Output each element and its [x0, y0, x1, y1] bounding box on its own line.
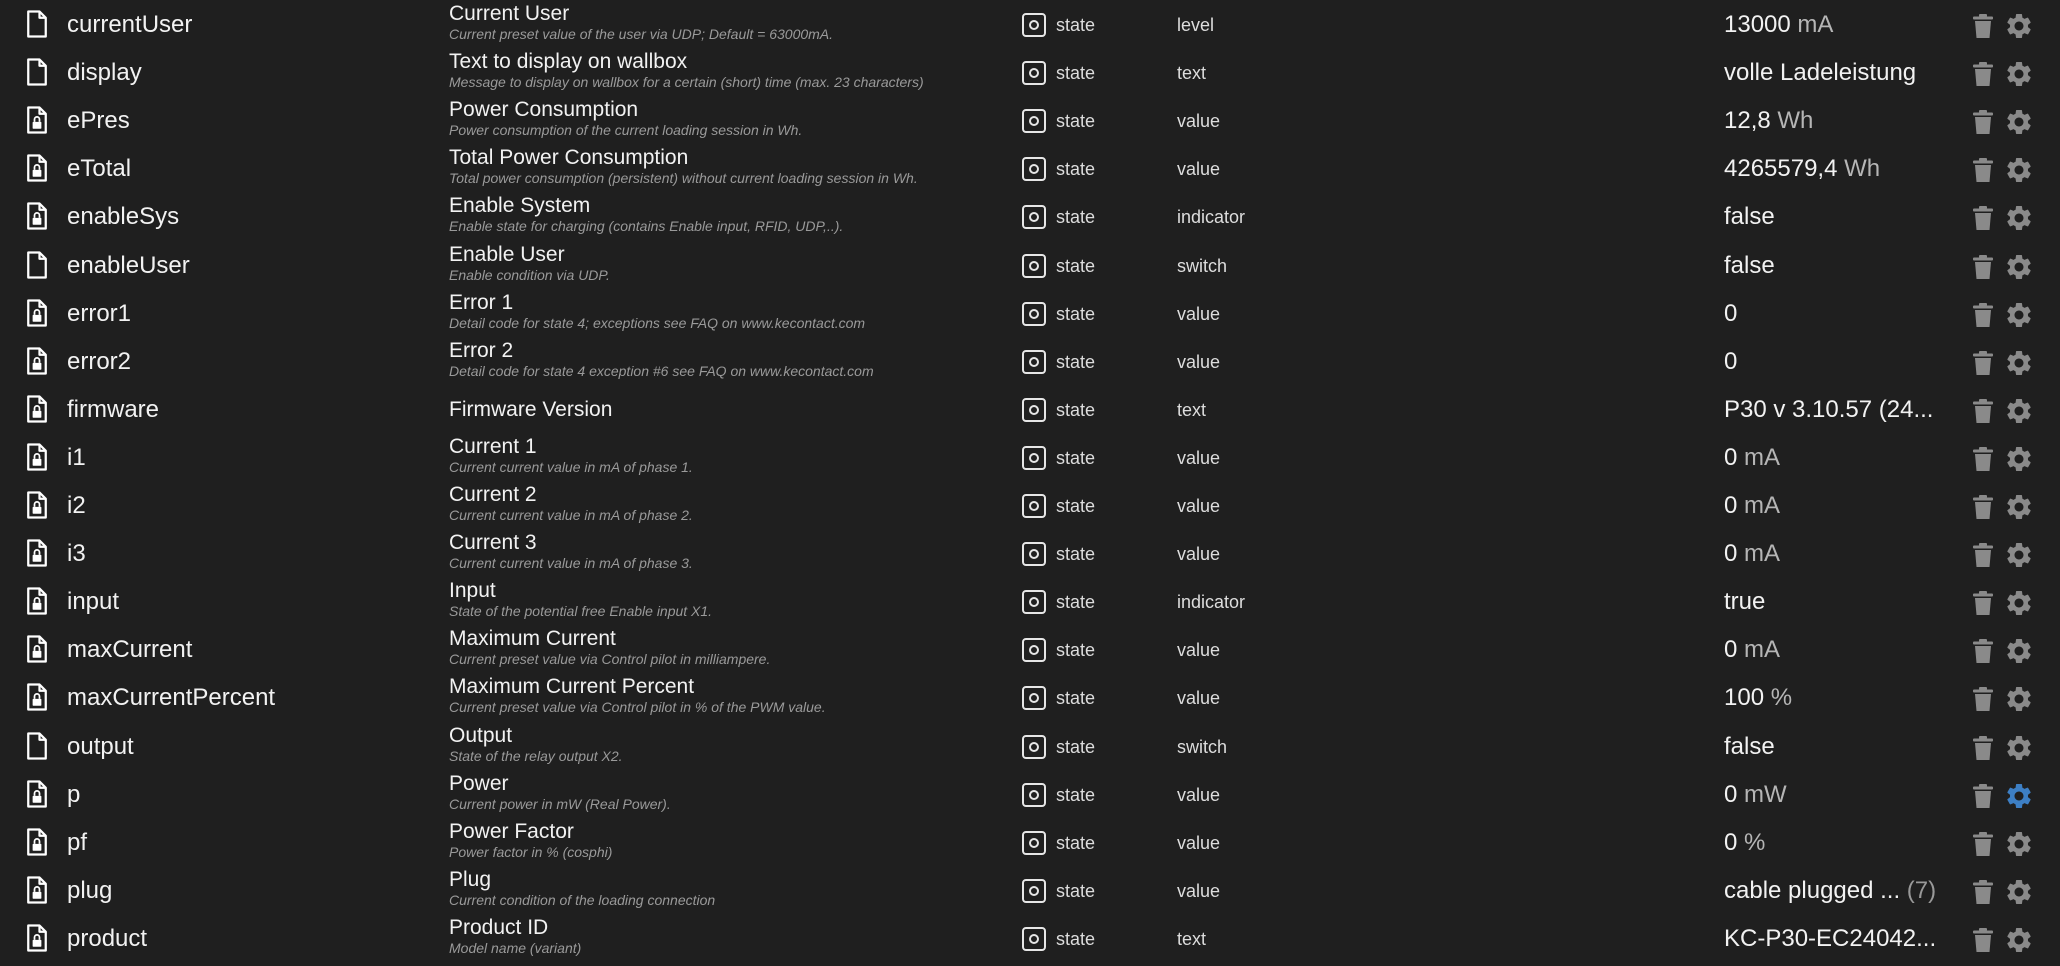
- object-description: Power consumption of the current loading session in Wh.: [449, 122, 803, 138]
- object-description: Enable state for charging (contains Enable input, RFID, UDP,..).: [449, 218, 844, 234]
- state-type-icon: [1022, 494, 1046, 518]
- locked-file-icon: [22, 394, 52, 424]
- table-row-currentUser[interactable]: [0, 0, 2060, 48]
- object-role: indicator: [1177, 207, 1246, 227]
- object-value[interactable]: [1724, 107, 1924, 135]
- locked-file-icon: [22, 634, 52, 664]
- object-role: text: [1177, 929, 1207, 949]
- name-cell: [449, 435, 1009, 476]
- value-text: false: [1724, 252, 1775, 279]
- object-name: Enable System: [449, 194, 591, 217]
- file-icon: [22, 57, 52, 87]
- object-type: state: [1056, 881, 1096, 901]
- locked-file-icon: [22, 153, 52, 183]
- object-name: Maximum Current: [449, 627, 616, 650]
- object-description: Enable condition via UDP.: [449, 267, 610, 283]
- object-value[interactable]: [1724, 492, 1924, 520]
- state-type-icon: [1022, 831, 1046, 855]
- object-value[interactable]: [1724, 540, 1924, 568]
- value-text: 0: [1724, 300, 1738, 327]
- locked-file-icon: [22, 105, 52, 135]
- object-value[interactable]: [1724, 300, 1924, 328]
- table-row-ePres[interactable]: [0, 96, 2060, 144]
- object-type: state: [1056, 544, 1096, 564]
- object-role: value: [1177, 304, 1221, 324]
- trash-icon[interactable]: [1971, 157, 1995, 183]
- value-text: volle Ladeleistung: [1724, 59, 1917, 86]
- locked-file-icon: [22, 490, 52, 520]
- object-name: Current User: [449, 2, 570, 25]
- object-description: Current power in mW (Real Power).: [449, 796, 671, 812]
- object-name: Product ID: [449, 916, 549, 939]
- object-description: Current current value in mA of phase 1.: [449, 459, 693, 475]
- value-text: KC-P30-EC24042...: [1724, 925, 1937, 952]
- object-name: Power Factor: [449, 820, 574, 843]
- table-row-pf[interactable]: [0, 818, 2060, 866]
- value-text: 0: [1724, 444, 1738, 471]
- trash-icon[interactable]: [1971, 446, 1995, 472]
- name-cell: [449, 483, 1009, 524]
- object-value[interactable]: [1724, 348, 1924, 376]
- name-cell: [449, 243, 1009, 284]
- state-type-icon: [1022, 157, 1046, 181]
- value-unit: Wh: [1770, 107, 1814, 134]
- name-cell: [449, 820, 1009, 861]
- object-id[interactable]: error1: [67, 300, 132, 327]
- object-value[interactable]: [1724, 203, 1924, 231]
- value-unit: mW: [1737, 781, 1787, 808]
- object-type: state: [1056, 688, 1096, 708]
- object-id[interactable]: firmware: [67, 396, 160, 423]
- object-name: Current 3: [449, 531, 537, 554]
- object-name: Plug: [449, 868, 492, 891]
- object-role: indicator: [1177, 592, 1246, 612]
- name-cell: [449, 868, 1009, 909]
- locked-file-icon: [22, 875, 52, 905]
- object-role: value: [1177, 544, 1221, 564]
- object-role: value: [1177, 881, 1221, 901]
- state-type-icon: [1022, 302, 1046, 326]
- gear-icon[interactable]: [2004, 252, 2034, 282]
- trash-icon[interactable]: [1971, 686, 1995, 712]
- gear-icon[interactable]: [2004, 540, 2034, 570]
- value-text: false: [1724, 203, 1775, 230]
- state-type-icon: [1022, 638, 1046, 662]
- gear-icon[interactable]: [2004, 300, 2034, 330]
- object-role: value: [1177, 448, 1221, 468]
- value-ack: (7): [1900, 877, 1937, 904]
- gear-icon[interactable]: [2004, 155, 2034, 185]
- state-type-icon: [1022, 735, 1046, 759]
- object-role: switch: [1177, 737, 1228, 757]
- locked-file-icon: [22, 586, 52, 616]
- object-name: Text to display on wallbox: [449, 50, 688, 73]
- object-name: Power: [449, 772, 509, 795]
- trash-icon[interactable]: [1971, 590, 1995, 616]
- object-name: Error 2: [449, 339, 514, 362]
- name-cell: [449, 98, 1009, 139]
- gear-icon[interactable]: [2004, 781, 2034, 811]
- table-row-output[interactable]: [0, 722, 2060, 770]
- object-id[interactable]: plug: [67, 877, 113, 904]
- object-type: state: [1056, 929, 1096, 949]
- name-cell: [449, 772, 1009, 813]
- name-cell: [449, 627, 1009, 668]
- value-text: true: [1724, 588, 1766, 615]
- object-id[interactable]: maxCurrentPercent: [67, 684, 276, 711]
- table-row-plug[interactable]: [0, 866, 2060, 914]
- locked-file-icon: [22, 201, 52, 231]
- object-id[interactable]: eTotal: [67, 155, 132, 182]
- gear-icon[interactable]: [2004, 492, 2034, 522]
- trash-icon[interactable]: [1971, 61, 1995, 87]
- object-value[interactable]: [1724, 684, 1924, 712]
- object-id[interactable]: ePres: [67, 107, 130, 134]
- gear-icon[interactable]: [2004, 925, 2034, 955]
- gear-icon[interactable]: [2004, 733, 2034, 763]
- object-id[interactable]: p: [67, 781, 81, 808]
- name-cell: [449, 579, 1009, 620]
- state-type-icon: [1022, 783, 1046, 807]
- value-text: 0: [1724, 348, 1738, 375]
- object-id[interactable]: i2: [67, 492, 86, 519]
- object-type: state: [1056, 400, 1096, 420]
- object-name: Power Consumption: [449, 98, 639, 121]
- object-role: value: [1177, 688, 1221, 708]
- object-id[interactable]: display: [67, 59, 142, 86]
- value-text: 0: [1724, 540, 1738, 567]
- object-id[interactable]: error2: [67, 348, 132, 375]
- value-text: cable plugged ...: [1724, 877, 1901, 904]
- object-type: state: [1056, 111, 1096, 131]
- state-type-icon: [1022, 879, 1046, 903]
- object-id[interactable]: product: [67, 925, 148, 952]
- state-type-icon: [1022, 398, 1046, 422]
- table-row-maxCurrent[interactable]: [0, 625, 2060, 673]
- table-row-product[interactable]: [0, 914, 2060, 962]
- file-icon: [22, 250, 52, 280]
- value-unit: mA: [1790, 11, 1834, 38]
- value-text: P30 v 3.10.57 (24...: [1724, 396, 1934, 423]
- value-unit: mA: [1737, 492, 1781, 519]
- object-type: state: [1056, 640, 1096, 660]
- trash-icon[interactable]: [1971, 398, 1995, 424]
- state-type-icon: [1022, 61, 1046, 85]
- value-text: 12,8: [1724, 107, 1771, 134]
- object-id[interactable]: maxCurrent: [67, 636, 193, 663]
- object-value[interactable]: [1724, 877, 1937, 905]
- gear-icon[interactable]: [2004, 59, 2034, 89]
- object-type: state: [1056, 496, 1096, 516]
- trash-icon[interactable]: [1971, 350, 1995, 376]
- object-role: value: [1177, 111, 1221, 131]
- object-description: State of the relay output X2.: [449, 748, 623, 764]
- table-row-error2[interactable]: [0, 337, 2060, 385]
- gear-icon[interactable]: [2004, 396, 2034, 426]
- object-role: text: [1177, 63, 1207, 83]
- trash-icon[interactable]: [1971, 831, 1995, 857]
- object-id[interactable]: pf: [67, 829, 88, 856]
- value-text: 0: [1724, 829, 1738, 856]
- object-description: Current current value in mA of phase 3.: [449, 555, 693, 571]
- object-name: Input: [449, 579, 496, 602]
- object-name: Firmware Version: [449, 398, 613, 421]
- trash-icon[interactable]: [1971, 205, 1995, 231]
- object-type: state: [1056, 833, 1096, 853]
- object-name: Maximum Current Percent: [449, 675, 695, 698]
- object-value[interactable]: [1724, 829, 1924, 857]
- gear-icon[interactable]: [2004, 107, 2034, 137]
- object-value[interactable]: [1724, 155, 1924, 183]
- value-unit: mA: [1737, 636, 1781, 663]
- object-value[interactable]: [1724, 11, 1924, 39]
- object-role: value: [1177, 640, 1221, 660]
- locked-file-icon: [22, 779, 52, 809]
- locked-file-icon: [22, 442, 52, 472]
- table-row-enableSys[interactable]: [0, 192, 2060, 240]
- table-row-i1[interactable]: [0, 433, 2060, 481]
- value-unit: %: [1737, 829, 1766, 856]
- object-description: Current preset value via Control pilot in milliampere.: [449, 651, 771, 667]
- trash-icon[interactable]: [1971, 13, 1995, 39]
- object-role: text: [1177, 400, 1207, 420]
- table-row-maxCurrentPercent[interactable]: [0, 673, 2060, 721]
- object-name: Error 1: [449, 291, 514, 314]
- name-cell: [449, 146, 1009, 187]
- table-row-firmware[interactable]: [0, 385, 2060, 433]
- state-type-icon: [1022, 109, 1046, 133]
- state-type-icon: [1022, 205, 1046, 229]
- value-unit: mA: [1737, 444, 1781, 471]
- object-type: state: [1056, 159, 1096, 179]
- trash-icon[interactable]: [1971, 735, 1995, 761]
- value-unit: Wh: [1837, 155, 1881, 182]
- state-type-icon: [1022, 446, 1046, 470]
- object-value[interactable]: [1724, 781, 1924, 809]
- object-name: Enable User: [449, 243, 565, 266]
- object-role: value: [1177, 159, 1221, 179]
- trash-icon[interactable]: [1971, 879, 1995, 905]
- object-role: switch: [1177, 256, 1228, 276]
- trash-icon[interactable]: [1971, 542, 1995, 568]
- locked-file-icon: [22, 298, 52, 328]
- object-role: value: [1177, 352, 1221, 372]
- object-type: state: [1056, 63, 1096, 83]
- gear-icon[interactable]: [2004, 203, 2034, 233]
- table-row-i2[interactable]: [0, 481, 2060, 529]
- object-description: Model name (variant): [449, 940, 582, 956]
- state-type-icon: [1022, 927, 1046, 951]
- object-role: level: [1177, 15, 1215, 35]
- state-type-icon: [1022, 254, 1046, 278]
- object-description: Total power consumption (persistent) without current loading session in Wh.: [449, 170, 918, 186]
- object-role: value: [1177, 785, 1221, 805]
- object-name: Current 1: [449, 435, 537, 458]
- object-id[interactable]: enableUser: [67, 252, 190, 279]
- trash-icon[interactable]: [1971, 783, 1995, 809]
- gear-icon[interactable]: [2004, 348, 2034, 378]
- object-type: state: [1056, 448, 1096, 468]
- trash-icon[interactable]: [1971, 638, 1995, 664]
- file-icon: [22, 731, 52, 761]
- locked-file-icon: [22, 538, 52, 568]
- object-type: state: [1056, 352, 1096, 372]
- gear-icon[interactable]: [2004, 684, 2034, 714]
- value-text: 0: [1724, 636, 1738, 663]
- object-value[interactable]: [1724, 588, 1924, 616]
- table-row-display[interactable]: [0, 48, 2060, 96]
- locked-file-icon: [22, 827, 52, 857]
- value-unit: mA: [1737, 540, 1781, 567]
- object-type: state: [1056, 256, 1096, 276]
- object-type: state: [1056, 737, 1096, 757]
- table-row-p[interactable]: [0, 770, 2060, 818]
- object-name: Total Power Consumption: [449, 146, 689, 169]
- trash-icon[interactable]: [1971, 254, 1995, 280]
- object-value[interactable]: [1724, 636, 1924, 664]
- table-row-error1[interactable]: [0, 289, 2060, 337]
- file-icon: [22, 9, 52, 39]
- gear-icon[interactable]: [2004, 11, 2034, 41]
- name-cell: [449, 291, 1009, 332]
- object-value[interactable]: [1724, 925, 1937, 953]
- object-type: state: [1056, 207, 1096, 227]
- name-cell: [449, 50, 1009, 91]
- locked-file-icon: [22, 923, 52, 953]
- object-description: Current preset value via Control pilot in % of the PWM value.: [449, 699, 826, 715]
- locked-file-icon: [22, 346, 52, 376]
- object-description: Message to display on wallbox for a certain (short) time (max. 23 characters): [449, 74, 924, 90]
- value-unit: %: [1764, 684, 1793, 711]
- object-value[interactable]: [1724, 252, 1924, 280]
- object-description: State of the potential free Enable input X1.: [449, 603, 713, 619]
- object-type: state: [1056, 785, 1096, 805]
- value-text: 0: [1724, 781, 1738, 808]
- gear-icon[interactable]: [2004, 444, 2034, 474]
- gear-icon[interactable]: [2004, 636, 2034, 666]
- state-type-icon: [1022, 350, 1046, 374]
- state-type-icon: [1022, 686, 1046, 710]
- name-cell: [449, 194, 1009, 235]
- name-cell: [449, 724, 1009, 765]
- object-role: value: [1177, 496, 1221, 516]
- table-row-enableUser[interactable]: [0, 241, 2060, 289]
- gear-icon[interactable]: [2004, 829, 2034, 859]
- object-id[interactable]: input: [67, 588, 120, 615]
- object-name: Output: [449, 724, 513, 747]
- object-description: Detail code for state 4; exceptions see FAQ on www.kecontact.com: [449, 315, 866, 331]
- object-description: Current current value in mA of phase 2.: [449, 507, 693, 523]
- object-value[interactable]: [1724, 444, 1924, 472]
- table-row-input[interactable]: [0, 577, 2060, 625]
- state-type-icon: [1022, 590, 1046, 614]
- value-text: 4265579,4: [1724, 155, 1838, 182]
- value-text: 13000: [1724, 11, 1791, 38]
- object-name: Current 2: [449, 483, 537, 506]
- value-text: false: [1724, 733, 1775, 760]
- object-id[interactable]: currentUser: [67, 11, 193, 38]
- state-type-icon: [1022, 542, 1046, 566]
- name-cell: [449, 531, 1009, 572]
- object-type: state: [1056, 304, 1096, 324]
- name-cell: [449, 387, 1009, 422]
- locked-file-icon: [22, 682, 52, 712]
- object-value[interactable]: [1724, 733, 1924, 761]
- object-role: value: [1177, 833, 1221, 853]
- object-id[interactable]: output: [67, 733, 134, 760]
- object-value[interactable]: [1724, 396, 1934, 424]
- object-value[interactable]: [1724, 59, 1924, 87]
- object-id[interactable]: i1: [67, 444, 86, 471]
- value-text: 0: [1724, 492, 1738, 519]
- name-cell: [449, 2, 1009, 43]
- name-cell: [449, 916, 1009, 957]
- gear-icon[interactable]: [2004, 877, 2034, 907]
- object-description: Power factor in % (cosphi): [449, 844, 613, 860]
- object-id[interactable]: i3: [67, 540, 86, 567]
- object-description: Current preset value of the user via UDP; Default = 63000mA.: [449, 26, 834, 42]
- object-type: state: [1056, 592, 1096, 612]
- name-cell: [449, 675, 1009, 716]
- object-description: Detail code for state 4 exception #6 see FAQ on www.kecontact.com: [449, 363, 874, 379]
- state-type-icon: [1022, 13, 1046, 37]
- table-row-i3[interactable]: [0, 529, 2060, 577]
- name-cell: [449, 339, 1009, 380]
- object-type: state: [1056, 15, 1096, 35]
- object-id[interactable]: enableSys: [67, 203, 180, 230]
- object-description: Current condition of the loading connection: [449, 892, 716, 908]
- table-row-eTotal[interactable]: [0, 144, 2060, 192]
- trash-icon[interactable]: [1971, 927, 1995, 953]
- value-text: 100: [1724, 684, 1765, 711]
- gear-icon[interactable]: [2004, 588, 2034, 618]
- trash-icon[interactable]: [1971, 494, 1995, 520]
- trash-icon[interactable]: [1971, 109, 1995, 135]
- trash-icon[interactable]: [1971, 302, 1995, 328]
